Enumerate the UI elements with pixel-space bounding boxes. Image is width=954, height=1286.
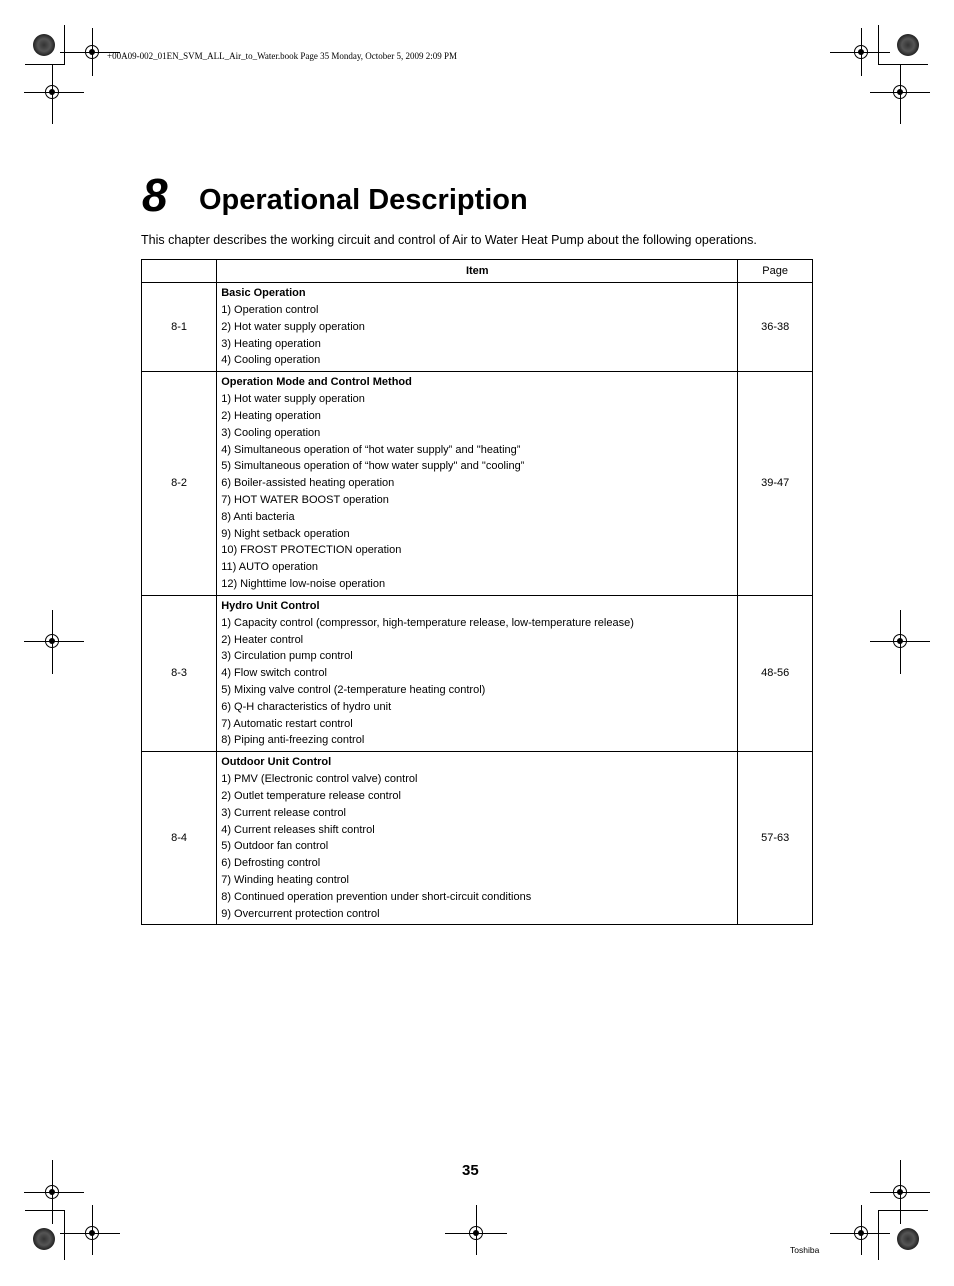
page-number: 35 — [462, 1162, 479, 1179]
section-items — [217, 372, 738, 596]
print-header: +00A09-002_01EN_SVM_ALL_Air_to_Water.book Page 35 Monday, October 5, 2009 2:09 PM — [107, 51, 457, 61]
table-header-row — [142, 260, 813, 283]
list-item: 8) Anti bacteria — [221, 510, 295, 523]
list-item: 9) Night setback operation — [221, 527, 350, 540]
list-item: 6) Boiler-assisted heating operation — [221, 477, 395, 490]
registration-disc-icon — [897, 34, 919, 56]
list-item: 7) Winding heating control — [221, 873, 349, 886]
table-row — [142, 372, 813, 596]
list-item: 2) Outlet temperature release control — [221, 789, 401, 802]
list-item: 2) Hot water supply operation — [221, 320, 365, 333]
list-item: 2) Heater control — [221, 633, 304, 646]
list-item: 5) Simultaneous operation of “how water supply" and "cooling” — [221, 460, 525, 473]
section-pages: 36-38 — [738, 283, 813, 372]
header-page: Page — [738, 260, 813, 283]
registration-mark-icon — [854, 45, 868, 59]
list-item: 4) Flow switch control — [221, 667, 327, 680]
list-item: 4) Current releases shift control — [221, 823, 375, 836]
section-title: Outdoor Unit Control — [221, 756, 332, 769]
registration-mark-icon — [85, 1226, 99, 1240]
registration-disc-icon — [33, 1228, 55, 1250]
registration-mark-icon — [469, 1226, 483, 1240]
section-pages: 48-56 — [738, 595, 813, 751]
section-title: Operation Mode and Control Method — [221, 376, 412, 389]
list-item: 3) Current release control — [221, 806, 346, 819]
header-item: Item — [217, 260, 738, 283]
list-item: 3) Circulation pump control — [221, 650, 353, 663]
list-item: 6) Q-H characteristics of hydro unit — [221, 700, 392, 713]
registration-mark-icon — [45, 85, 59, 99]
table-row — [142, 595, 813, 751]
registration-mark-icon — [893, 1185, 907, 1199]
section-number: 8-2 — [142, 372, 217, 596]
list-item: 4) Simultaneous operation of “hot water supply” and "heating” — [221, 443, 521, 456]
table-row — [142, 752, 813, 925]
section-pages: 39-47 — [738, 372, 813, 596]
registration-mark-icon — [893, 85, 907, 99]
section-number: 8-4 — [142, 752, 217, 925]
list-item: 8) Piping anti-freezing control — [221, 734, 365, 747]
list-item: 12) Nighttime low-noise operation — [221, 577, 386, 590]
registration-mark-icon — [85, 45, 99, 59]
registration-disc-icon — [33, 34, 55, 56]
list-item: 3) Cooling operation — [221, 426, 321, 439]
section-items — [217, 283, 738, 372]
registration-disc-icon — [897, 1228, 919, 1250]
list-item: 10) FROST PROTECTION operation — [221, 544, 402, 557]
registration-mark-icon — [45, 634, 59, 648]
list-item: 6) Defrosting control — [221, 857, 321, 870]
section-items — [217, 595, 738, 751]
list-item: 11) AUTO operation — [221, 561, 319, 574]
section-title: Hydro Unit Control — [221, 599, 320, 612]
section-title: Basic Operation — [221, 287, 306, 299]
intro-paragraph: This chapter describes the working circuit and control of Air to Water Heat Pump about the following operations. — [141, 233, 757, 247]
section-pages: 57-63 — [738, 752, 813, 925]
list-item: 7) Automatic restart control — [221, 717, 353, 730]
list-item: 5) Outdoor fan control — [221, 840, 329, 853]
registration-mark-icon — [854, 1226, 868, 1240]
list-item: 1) Hot water supply operation — [221, 393, 365, 406]
chapter-number: 8 — [142, 169, 168, 221]
table-row — [142, 283, 813, 372]
section-number: 8-1 — [142, 283, 217, 372]
list-item: 9) Overcurrent protection control — [221, 907, 380, 920]
header-number — [142, 260, 217, 283]
operations-table — [141, 259, 813, 925]
list-item: 2) Heating operation — [221, 409, 321, 422]
registration-mark-icon — [45, 1185, 59, 1199]
list-item: 1) PMV (Electronic control valve) control — [221, 773, 418, 786]
section-number: 8-3 — [142, 595, 217, 751]
list-item: 5) Mixing valve control (2-temperature heating control) — [221, 683, 486, 696]
chapter-title: Operational Description — [199, 184, 528, 216]
list-item: 3) Heating operation — [221, 337, 321, 350]
section-items — [217, 752, 738, 925]
list-item: 8) Continued operation prevention under short-circuit conditions — [221, 890, 532, 903]
list-item: 7) HOT WATER BOOST operation — [221, 493, 389, 506]
list-item: 4) Cooling operation — [221, 354, 321, 367]
list-item: 1) Operation control — [221, 304, 319, 316]
registration-mark-icon — [893, 634, 907, 648]
list-item: 1) Capacity control (compressor, high-temperature release, low-temperature release) — [221, 616, 634, 629]
brand-footer: Toshiba — [790, 1245, 820, 1255]
